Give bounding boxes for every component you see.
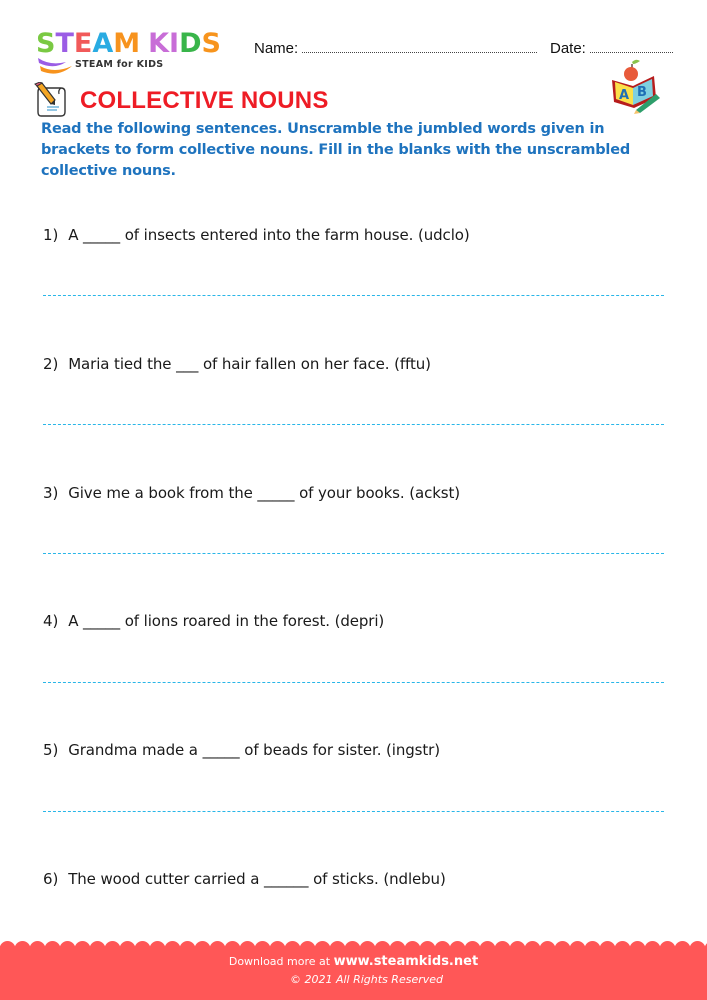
question-text: Grandma made a _____ of beads for sister. (ingstr) — [68, 741, 440, 759]
footer-download — [0, 954, 707, 969]
question-number: 1) — [43, 226, 59, 244]
svg-text:B: B — [637, 85, 647, 100]
footer — [0, 940, 707, 1000]
answer-line-3[interactable] — [43, 553, 664, 554]
question-6 — [43, 870, 446, 888]
logo-letter: K — [148, 28, 170, 59]
date-label: Date: — [550, 40, 586, 57]
date-field[interactable] — [550, 40, 673, 57]
question-2 — [43, 355, 431, 373]
name-field[interactable] — [254, 40, 537, 57]
question-4 — [43, 612, 384, 630]
footer-download-prefix: Download more at — [228, 955, 331, 968]
question-number: 5) — [43, 741, 59, 759]
abc-book-apple-icon — [606, 58, 662, 114]
logo-letter: S — [201, 28, 221, 59]
logo-swoosh-icon — [36, 54, 76, 76]
logo-letter: I — [169, 28, 180, 59]
name-label: Name: — [254, 40, 299, 57]
answer-line-4[interactable] — [43, 682, 664, 683]
answer-line-2[interactable] — [43, 424, 664, 425]
footer-url-link[interactable]: www.steamkids.net — [333, 954, 479, 969]
question-5 — [43, 741, 440, 759]
answer-line-5[interactable] — [43, 811, 664, 812]
question-text: The wood cutter carried a ______ of sticks. (ndlebu) — [68, 870, 446, 888]
answer-line-1[interactable] — [43, 295, 664, 296]
steam-kids-logo — [36, 30, 236, 74]
footer-text — [0, 954, 707, 986]
question-text: Give me a book from the _____ of your books. (ackst) — [68, 484, 461, 502]
logo-letter: M — [113, 28, 141, 59]
question-number: 6) — [43, 870, 59, 888]
question-number: 3) — [43, 484, 59, 502]
name-blank[interactable] — [302, 41, 537, 53]
logo-letter: D — [179, 28, 202, 59]
date-blank[interactable] — [590, 41, 673, 53]
logo-letter: E — [73, 28, 93, 59]
svg-text:A: A — [619, 88, 630, 103]
logo-letter: S — [36, 28, 56, 59]
question-text: A _____ of lions roared in the forest. (depri) — [68, 612, 385, 630]
question-number: 4) — [43, 612, 59, 630]
logo-letter: T — [55, 28, 74, 59]
pencil-paper-icon — [33, 82, 69, 118]
question-1 — [43, 226, 470, 244]
question-text: Maria tied the ___ of hair fallen on her face. (fftu) — [68, 355, 431, 373]
question-3 — [43, 484, 460, 502]
logo-subtitle: STEAM for KIDS — [75, 59, 164, 70]
instructions: Read the following sentences. Unscramble the jumbled words given in brackets to form collective nouns. Fill in the blanks with the unscrambled collective nouns. — [41, 121, 631, 179]
question-number: 2) — [43, 355, 59, 373]
footer-copyright: © 2021 All Rights Reserved — [289, 973, 443, 986]
page-title: COLLECTIVE NOUNS — [80, 87, 329, 114]
logo-letter: A — [92, 28, 114, 59]
question-text: A _____ of insects entered into the farm house. (udclo) — [68, 226, 470, 244]
